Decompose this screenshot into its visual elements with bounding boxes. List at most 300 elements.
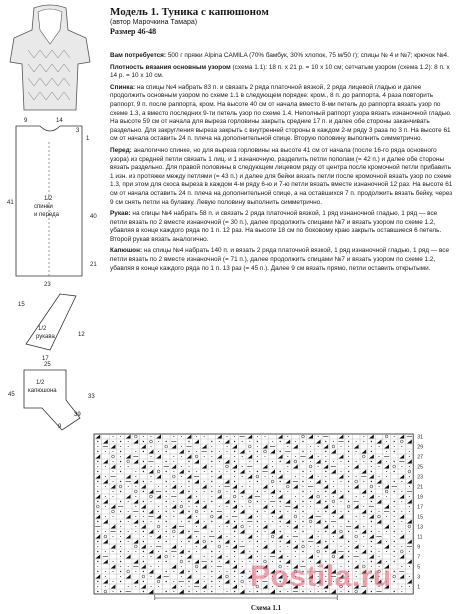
sleeve-label-2: рукава (36, 334, 55, 340)
stitch-dot (394, 451, 395, 452)
watermark: Postila.ru (250, 560, 392, 593)
stitch-dot (204, 556, 205, 557)
stitch-dot (135, 551, 136, 552)
stitch-dot (97, 551, 98, 552)
stitch-dot (371, 481, 372, 482)
stitch-dot (97, 466, 98, 467)
stitch-dot (211, 476, 212, 477)
stitch-dot (211, 521, 212, 522)
stitch-dot (401, 546, 402, 547)
stitch-dot (166, 571, 167, 572)
stitch-dot (97, 481, 98, 482)
stitch-dot (280, 561, 281, 562)
stitch-dot (302, 491, 303, 492)
stitch-dot (287, 511, 288, 512)
stitch-dot (310, 546, 311, 547)
instructions (110, 52, 454, 276)
stitch-dot (211, 551, 212, 552)
stitch-dot (226, 471, 227, 472)
stitch-dot (120, 566, 121, 567)
stitch-dot (166, 531, 167, 532)
stitch-dot (204, 481, 205, 482)
stitch-dot (211, 586, 212, 587)
stitch-dot (219, 531, 220, 532)
model-number: Модель 1. (110, 6, 159, 18)
stitch-dot (143, 451, 144, 452)
stitch-dot (112, 536, 113, 537)
stitch-dot (196, 506, 197, 507)
stitch-dot (386, 441, 387, 442)
row-number: 1 (417, 584, 421, 591)
stitch-dot (188, 531, 189, 532)
stitch-dot (280, 526, 281, 527)
stitch-dot (318, 556, 319, 557)
body-label-3: и переда (34, 212, 59, 218)
stitch-dot (356, 541, 357, 542)
stitch-dot (363, 506, 364, 507)
stitch-dot (378, 566, 379, 567)
stitch-dot (181, 576, 182, 577)
stitch-dot (242, 576, 243, 577)
row-number: 13 (417, 524, 423, 531)
schematic-svg (4, 4, 106, 432)
model-title (110, 6, 456, 18)
stitch-dot (340, 571, 341, 572)
stitch-dot (318, 536, 319, 537)
stitch-dot (257, 511, 258, 512)
stitch-dot (150, 586, 151, 587)
stitch-dot (295, 501, 296, 502)
stitch-dot (287, 436, 288, 437)
stitch-dot (371, 511, 372, 512)
stitch-dot (128, 531, 129, 532)
stitch-dot (287, 471, 288, 472)
stitch-dot (287, 546, 288, 547)
stitch-dot (287, 446, 288, 447)
stitch-dot (128, 511, 129, 512)
stitch-dot (158, 506, 159, 507)
stitch-dot (120, 541, 121, 542)
stitch-dot (219, 586, 220, 587)
stitch-dot (401, 566, 402, 567)
stitch-dot (234, 501, 235, 502)
stitch-dot (135, 571, 136, 572)
stitch-dot (356, 516, 357, 517)
stitch-dot (333, 541, 334, 542)
stitch-dot (128, 551, 129, 552)
stitch-dot (219, 441, 220, 442)
stitch-dot (257, 536, 258, 537)
stitch-dot (409, 496, 410, 497)
stitch-dot (166, 506, 167, 507)
stitch-dot (249, 591, 250, 592)
stitch-dot (409, 476, 410, 477)
stitch-dot (120, 456, 121, 457)
stitch-dot (371, 446, 372, 447)
stitch-dot (333, 581, 334, 582)
stitch-dot (105, 516, 106, 517)
stitch-dot (150, 476, 151, 477)
stitch-dot (348, 586, 349, 587)
chart-caption: Схема 1.1 (250, 604, 282, 612)
stitch-dot (295, 576, 296, 577)
stitch-dot (188, 501, 189, 502)
stitch-dot (356, 521, 357, 522)
section-text: (схема 1.1): 18 п. х 21 р. = 10 х 10 см; сетчатым узором (схема 1.2): 8 п. х 14 р. = 10 х 10 см. (110, 63, 450, 80)
stitch-dot (226, 516, 227, 517)
stitch-dot (196, 436, 197, 437)
section-back (110, 84, 454, 144)
stitch-dot (302, 501, 303, 502)
stitch-dot (394, 441, 395, 442)
stitch-dot (226, 546, 227, 547)
stitch-dot (105, 571, 106, 572)
stitch-dot (128, 521, 129, 522)
row-number: 31 (417, 434, 423, 441)
stitch-dot (181, 486, 182, 487)
stitch-dot (188, 511, 189, 512)
stitch-dot (128, 466, 129, 467)
stitch-dot (143, 516, 144, 517)
stitch-dot (219, 486, 220, 487)
stitch-dot (150, 456, 151, 457)
stitch-dot (188, 541, 189, 542)
section-label: Рукав: (110, 210, 131, 218)
stitch-dot (287, 526, 288, 527)
stitch-dot (280, 531, 281, 532)
stitch-dot (242, 486, 243, 487)
stitch-dot (272, 586, 273, 587)
schematic-sketches (4, 4, 106, 432)
stitch-dot (135, 496, 136, 497)
stitch-dot (181, 521, 182, 522)
stitch-dot (173, 456, 174, 457)
stitch-dot (226, 491, 227, 492)
stitch-dot (264, 576, 265, 577)
stitch-dot (234, 551, 235, 552)
stitch-dot (394, 541, 395, 542)
stitch-dot (226, 446, 227, 447)
model-name: Туника с капюшоном (161, 6, 269, 18)
stitch-dot (257, 451, 258, 452)
stitch-dot (211, 566, 212, 567)
stitch-dot (120, 441, 121, 442)
stitch-dot (310, 481, 311, 482)
row-number: 21 (417, 484, 423, 491)
stitch-dot (97, 546, 98, 547)
stitch-dot (356, 461, 357, 462)
stitch-dot (348, 451, 349, 452)
stitch-dot (188, 561, 189, 562)
stitch-dot (394, 461, 395, 462)
section-label: Капюшон: (110, 247, 143, 255)
stitch-dot (219, 551, 220, 552)
stitch-dot (188, 571, 189, 572)
stitch-dot (181, 586, 182, 587)
stitch-dot (112, 496, 113, 497)
stitch-dot (318, 586, 319, 587)
stitch-dot (234, 456, 235, 457)
stitch-dot (348, 531, 349, 532)
stitch-dot (120, 511, 121, 512)
stitch-dot (302, 496, 303, 497)
stitch-dot (158, 466, 159, 467)
stitch-dot (295, 541, 296, 542)
stitch-dot (280, 581, 281, 582)
stitch-dot (378, 466, 379, 467)
stitch-dot (363, 581, 364, 582)
stitch-dot (143, 591, 144, 592)
stitch-dot (394, 551, 395, 552)
stitch-dot (120, 521, 121, 522)
stitch-dot (219, 561, 220, 562)
dim-40: 40 (90, 214, 97, 220)
dim-12: 12 (78, 332, 85, 338)
stitch-dot (97, 541, 98, 542)
stitch-dot (97, 566, 98, 567)
stitch-dot (143, 501, 144, 502)
stitch-dot (371, 581, 372, 582)
stitch-dot (333, 481, 334, 482)
stitch-dot (302, 476, 303, 477)
stitch-dot (310, 526, 311, 527)
stitch-dot (287, 591, 288, 592)
stitch-dot (394, 481, 395, 482)
stitch-dot (363, 461, 364, 462)
stitch-dot (204, 536, 205, 537)
stitch-dot (401, 491, 402, 492)
stitch-dot (166, 441, 167, 442)
stitch-dot (150, 556, 151, 557)
sleeve-label-1: 1/2 (38, 326, 47, 332)
stitch-dot (333, 496, 334, 497)
stitch-dot (242, 456, 243, 457)
stitch-dot (257, 556, 258, 557)
stitch-dot (211, 486, 212, 487)
stitch-dot (257, 531, 258, 532)
stitch-dot (340, 461, 341, 462)
stitch-dot (280, 506, 281, 507)
stitch-dot (211, 471, 212, 472)
stitch-dot (287, 456, 288, 457)
stitch-dot (188, 451, 189, 452)
body-label-2: спинки (34, 204, 53, 210)
stitch-dot (166, 451, 167, 452)
stitch-dot (226, 506, 227, 507)
stitch-dot (242, 541, 243, 542)
stitch-dot (188, 581, 189, 582)
stitch-dot (348, 591, 349, 592)
stitch-dot (280, 471, 281, 472)
stitch-dot (325, 521, 326, 522)
stitch-dot (386, 461, 387, 462)
stitch-dot (188, 521, 189, 522)
stitch-dot (302, 471, 303, 472)
stitch-dot (264, 501, 265, 502)
stitch-dot (371, 546, 372, 547)
stitch-dot (135, 471, 136, 472)
stitch-dot (348, 436, 349, 437)
stitch-dot (371, 461, 372, 462)
stitch-dot (105, 476, 106, 477)
stitch-dot (378, 446, 379, 447)
section-text: на спицы №4 набрать 58 п. и связать 2 ряда платочной вязкой, 1 ряд изнаночной гладью, 1 ряд — все петли вязать по 2 вместе изнаночной (= 30 п.), далее продолжить спицами №7 и вязать узором по схеме 1.2, убавляя в конце каждого ряда по 1 п. 12 раз. На высоте 18 см по боковому краю закрыть оставшиеся 6 петель. Второй рукав вязать аналогично. (110, 210, 442, 243)
stitch-dot (287, 566, 288, 567)
stitch-dot (211, 501, 212, 502)
stitch-dot (401, 501, 402, 502)
stitch-dot (333, 536, 334, 537)
stitch-dot (378, 556, 379, 557)
stitch-dot (378, 486, 379, 487)
stitch-dot (363, 436, 364, 437)
stitch-dot (97, 446, 98, 447)
stitch-dot (204, 491, 205, 492)
stitch-dot (318, 466, 319, 467)
hood-label-1: 1/2 (36, 380, 45, 386)
stitch-dot (264, 491, 265, 492)
stitch-dot (166, 526, 167, 527)
stitch-dot (112, 561, 113, 562)
section-sleeve (110, 210, 454, 244)
stitch-dot (386, 561, 387, 562)
stitch-dot (181, 566, 182, 567)
dim-41: 41 (7, 200, 14, 206)
stitch-dot (409, 576, 410, 577)
stitch-dot (242, 506, 243, 507)
stitch-dot (150, 446, 151, 447)
stitch-dot (105, 576, 106, 577)
stitch-dot (97, 491, 98, 492)
header (110, 6, 456, 36)
section-front (110, 147, 454, 207)
stitch-dot (272, 441, 273, 442)
stitch-dot (325, 541, 326, 542)
stitch-dot (173, 481, 174, 482)
stitch-dot (234, 531, 235, 532)
stitch-dot (340, 446, 341, 447)
stitch-dot (356, 496, 357, 497)
stitch-dot (234, 556, 235, 557)
stitch-dot (204, 471, 205, 472)
stitch-dot (249, 571, 250, 572)
stitch-dot (287, 556, 288, 557)
stitch-dot (188, 466, 189, 467)
stitch-dot (112, 516, 113, 517)
stitch-dot (295, 441, 296, 442)
stitch-dot (204, 501, 205, 502)
stitch-dot (188, 486, 189, 487)
stitch-dot (211, 581, 212, 582)
stitch-dot (348, 511, 349, 512)
stitch-dot (340, 501, 341, 502)
stitch-dot (348, 551, 349, 552)
stitch-dot (173, 516, 174, 517)
stitch-dot (112, 581, 113, 582)
stitch-dot (234, 576, 235, 577)
stitch-dot (272, 506, 273, 507)
stitch-dot (371, 451, 372, 452)
stitch-dot (150, 536, 151, 537)
stitch-dot (188, 471, 189, 472)
stitch-dot (264, 531, 265, 532)
stitch-dot (409, 506, 410, 507)
stitch-dot (378, 456, 379, 457)
stitch-dot (348, 486, 349, 487)
stitch-dot (356, 561, 357, 562)
stitch-dot (242, 496, 243, 497)
stitch-dot (287, 576, 288, 577)
stitch-dot (166, 461, 167, 462)
stitch-dot (310, 451, 311, 452)
stitch-dot (105, 586, 106, 587)
stitch-dot (97, 511, 98, 512)
stitch-dot (219, 571, 220, 572)
stitch-dot (226, 451, 227, 452)
stitch-dot (295, 551, 296, 552)
stitch-dot (280, 501, 281, 502)
body-schematic (7, 118, 97, 288)
stitch-dot (348, 501, 349, 502)
stitch-dot (188, 591, 189, 592)
stitch-dot (287, 536, 288, 537)
hood-schematic (8, 362, 95, 430)
stitch-dot (219, 581, 220, 582)
stitch-dot (204, 511, 205, 512)
stitch-dot (120, 526, 121, 527)
stitch-dot (226, 591, 227, 592)
stitch-dot (318, 491, 319, 492)
stitch-dot (143, 561, 144, 562)
stitch-dot (120, 471, 121, 472)
stitch-dot (128, 586, 129, 587)
stitch-dot (257, 561, 258, 562)
stitch-dot (173, 591, 174, 592)
stitch-dot (257, 526, 258, 527)
stitch-dot (112, 491, 113, 492)
stitch-dot (196, 536, 197, 537)
stitch-dot (348, 581, 349, 582)
stitch-dot (234, 461, 235, 462)
stitch-dot (280, 591, 281, 592)
stitch-dot (143, 481, 144, 482)
stitch-dot (264, 541, 265, 542)
stitch-dot (242, 441, 243, 442)
stitch-dot (325, 491, 326, 492)
stitch-dot (211, 561, 212, 562)
stitch-dot (371, 466, 372, 467)
stitch-dot (242, 561, 243, 562)
stitch-dot (257, 436, 258, 437)
stitch-dot (310, 581, 311, 582)
stitch-dot (211, 531, 212, 532)
stitch-dot (219, 451, 220, 452)
stitch-dot (356, 571, 357, 572)
stitch-dot (143, 471, 144, 472)
stitch-dot (166, 496, 167, 497)
stitch-dot (378, 476, 379, 477)
stitch-dot (257, 581, 258, 582)
stitch-dot (401, 446, 402, 447)
dim-15: 15 (18, 302, 25, 308)
stitch-dot (173, 501, 174, 502)
stitch-dot (348, 556, 349, 557)
stitch-dot (318, 576, 319, 577)
stitch-dot (409, 451, 410, 452)
section-text: на спицы №4 набрать 140 п. и вязать 2 ряда платочной вязкой, 1 ряд изнаночной гладью, 1 ряд — все петли вязать по 2 вместе изнаночной (= 71 п.), далее продолжить спицами №7 и вязать узором по схеме 1.2, убавляя в конце каждого ряда по 1 п. 13 раз (= 45 п.). Далее 9 см вязать прямо, петли оставить открытыми. (110, 247, 450, 272)
stitch-dot (272, 516, 273, 517)
stitch-dot (302, 451, 303, 452)
stitch-dot (249, 526, 250, 527)
